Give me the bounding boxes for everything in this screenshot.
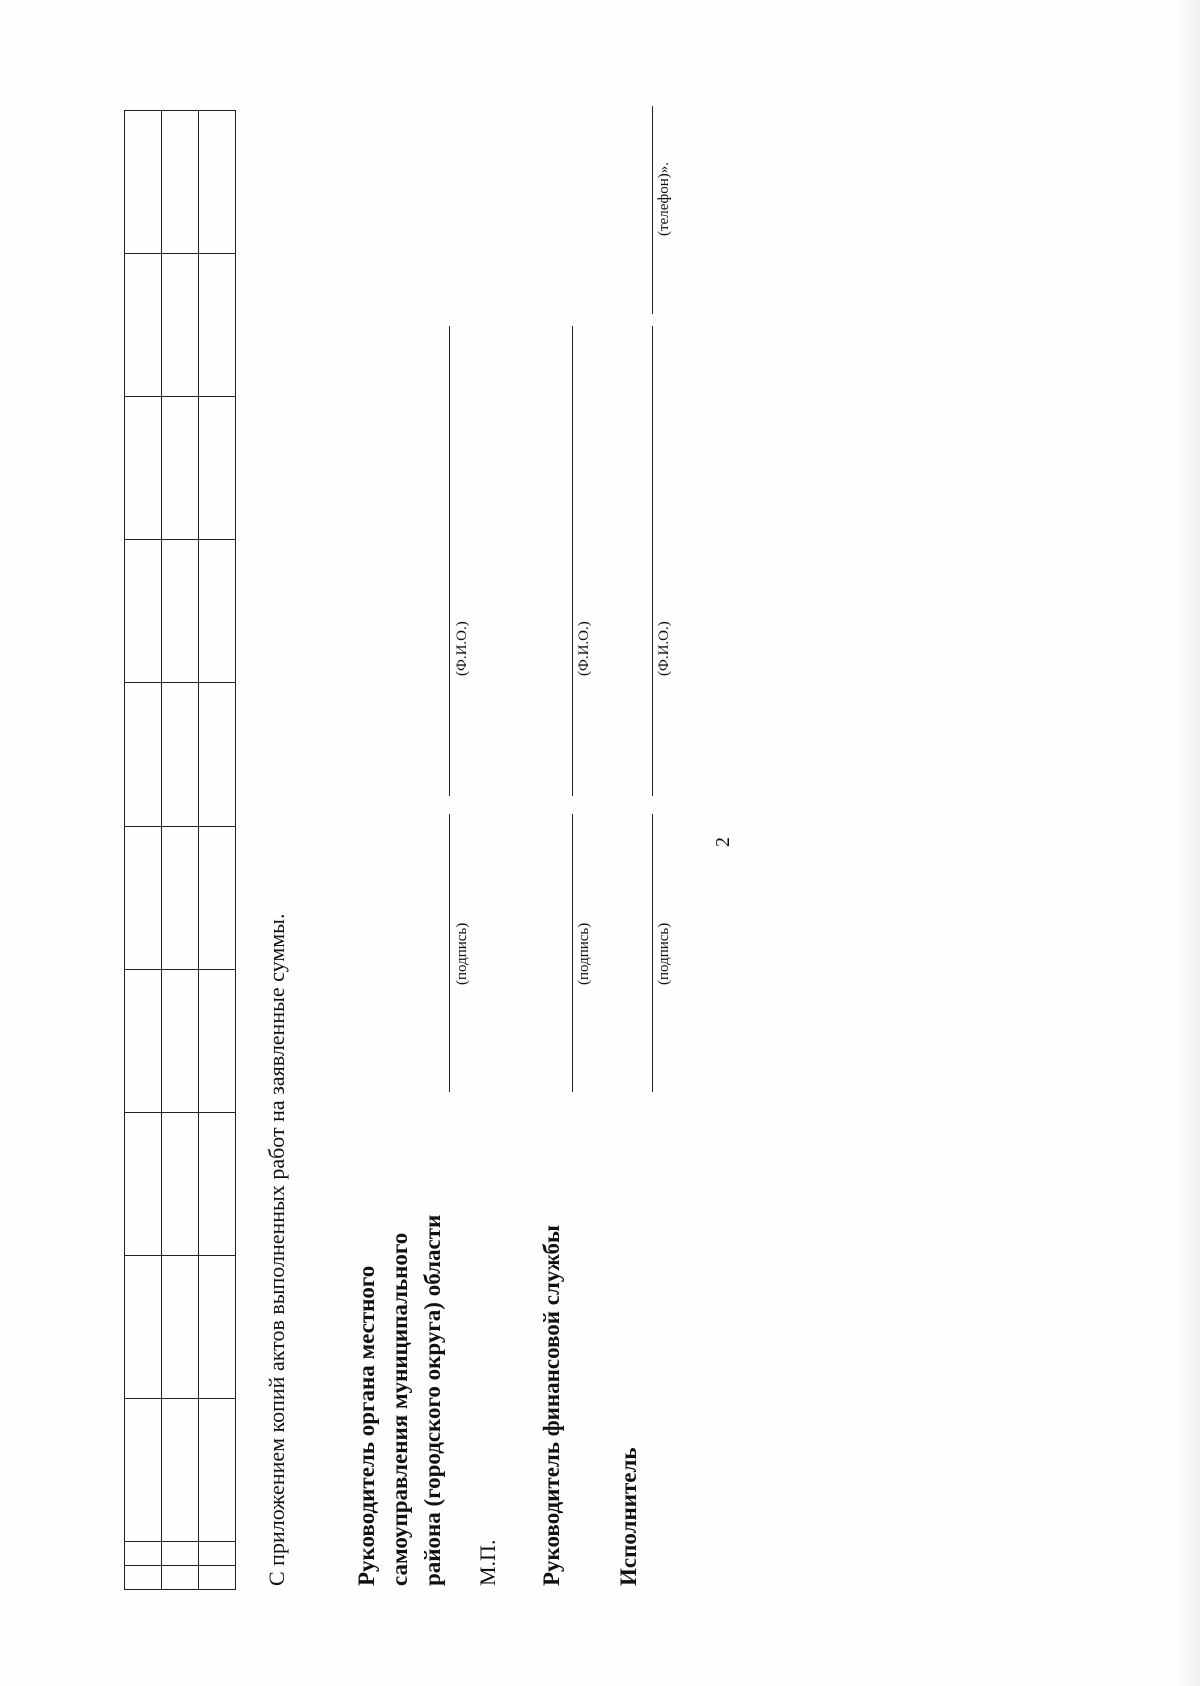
signature-line-3 (652, 814, 653, 1092)
table-cell (125, 1566, 162, 1590)
signature-caption-2: (подпись) (576, 922, 592, 985)
table-row (162, 111, 199, 1590)
table-cell (199, 1542, 236, 1566)
table-cell (162, 826, 199, 969)
signature-line-2 (572, 814, 573, 1092)
data-table (124, 110, 236, 1590)
name-line-2 (572, 326, 573, 796)
head-line-1: Руководитель органа местного (354, 1265, 379, 1586)
table-cell (125, 1112, 162, 1255)
table-cell (125, 1255, 162, 1398)
table-cell (199, 111, 236, 254)
table-cell (125, 1542, 162, 1566)
table-cell (162, 540, 199, 683)
table-cell (125, 683, 162, 826)
table-cell (125, 969, 162, 1112)
table-cell (199, 397, 236, 540)
table-cell (199, 826, 236, 969)
page-number: 2 (712, 837, 734, 847)
name-caption-1: (Ф.И.О.) (454, 621, 470, 676)
table-cell (199, 969, 236, 1112)
table-row (125, 111, 162, 1590)
signature-line-1 (449, 814, 450, 1092)
name-line-3 (652, 326, 653, 796)
table-cell (199, 254, 236, 397)
table-cell (125, 397, 162, 540)
table-cell (199, 540, 236, 683)
table-cell (162, 254, 199, 397)
table-cell (162, 1542, 199, 1566)
head-of-local-government-label (350, 1215, 449, 1586)
name-line-1 (449, 326, 450, 796)
table-row (199, 111, 236, 1590)
table-cell (125, 540, 162, 683)
empty-table (124, 110, 236, 1590)
executor-label: Исполнитель (616, 1447, 641, 1586)
head-line-2: самоуправления муниципального (387, 1232, 412, 1586)
table-cell (162, 683, 199, 826)
table-cell (199, 1255, 236, 1398)
table-cell (162, 969, 199, 1112)
table-cell (162, 1112, 199, 1255)
table-cell (199, 1566, 236, 1590)
signature-caption-1: (подпись) (454, 922, 470, 985)
phone-line (652, 106, 653, 314)
table-cell (162, 397, 199, 540)
table-cell (125, 1398, 162, 1541)
table-cell (162, 1398, 199, 1541)
phone-caption: (телефон)». (656, 161, 672, 236)
table-cell (162, 1255, 199, 1398)
signature-caption-3: (подпись) (656, 922, 672, 985)
table-cell (162, 111, 199, 254)
table-cell (199, 1112, 236, 1255)
head-line-3: района (городского округа) области (420, 1214, 445, 1586)
table-cell (125, 254, 162, 397)
table-cell (199, 683, 236, 826)
table-cell (125, 826, 162, 969)
table-cell (199, 1398, 236, 1541)
seal-label: М.П. (475, 1539, 500, 1586)
intro-text: С приложением копий актов выполненных работ на заявленные суммы. (264, 913, 289, 1586)
name-caption-3: (Ф.И.О.) (656, 621, 672, 676)
table-cell (162, 1566, 199, 1590)
table-cell (125, 111, 162, 254)
name-caption-2: (Ф.И.О.) (576, 621, 592, 676)
head-of-finance-label: Руководитель финансовой службы (539, 1225, 564, 1586)
